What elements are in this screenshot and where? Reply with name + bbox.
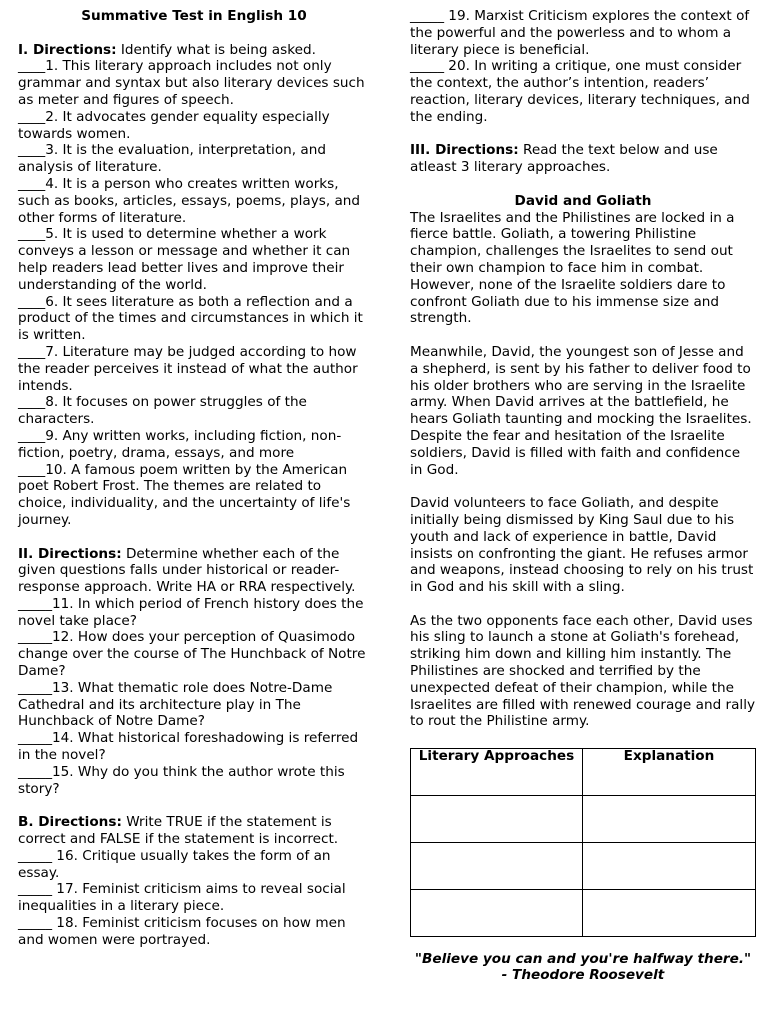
closing-quote: "Believe you can and you're halfway there." - Theodore Roosevelt <box>414 951 752 983</box>
question-item: _____ 18. Feminist criticism focuses on how men and women were portrayed. <box>18 915 346 948</box>
story-paragraph: The Israelites and the Philistines are locked in a fierce battle. Goliath, a towering Philistine champion, challenges the Israelites to send out their own champion to face him in combat. However, none of the Israelite soldiers dare to confront Goliath due to his immense size and strength. <box>410 209 735 327</box>
table-cell <box>583 843 756 890</box>
question-item: _____ 20. In writing a critique, one must consider the context, the author’s intention, readers’ reaction, literary devices, literary techniques, and the ending. <box>410 58 750 125</box>
part1-label: I. Directions: <box>18 41 117 58</box>
question-item: ____3. It is the evaluation, interpretation, and analysis of literature. <box>18 142 326 176</box>
question-item: ____6. It sees literature as both a reflection and a product of the times and circumstances in which it is written. <box>18 293 363 344</box>
question-item: ____1. This literary approach includes not only grammar and syntax but also literary devices such as meter and figures of speech. <box>18 58 365 108</box>
question-item: ____7. Literature may be judged according to how the reader perceives it instead of what the author intends. <box>18 343 358 394</box>
question-item: ____10. A famous poem written by the American poet Robert Frost. The themes are related to choice, individuality, and the uncertainty of life's journey. <box>18 461 351 528</box>
question-item: ____5. It is used to determine whether a work conveys a lesson or message and whether it can help readers lead better lives and improve their understanding of the world. <box>18 226 351 293</box>
question-item: _____12. How does your perception of Quasimodo change over the course of The Hunchback of Notre Dame? <box>18 629 366 680</box>
question-item: ____9. Any written works, including fiction, non-fiction, poetry, drama, essays, and more <box>18 427 342 461</box>
part1-text: Identify what is being asked. <box>116 41 316 58</box>
story-paragraph: As the two opponents face each other, David uses his sling to launch a stone at Goliath's forehead, striking him down and killing him instantly. The Philistines are shocked and terrified by the unexpected defeat of their champion, while the Israelites are filled with renewed courage and rally to rout the Philistine army. <box>410 612 756 730</box>
table-cell <box>583 890 756 937</box>
part2-directions <box>18 546 370 596</box>
question-item: _____14. What historical foreshadowing is referred in the novel? <box>18 730 359 764</box>
table-cell <box>583 796 756 843</box>
table-cell <box>411 843 583 890</box>
table-cell <box>411 890 583 937</box>
table-header-row <box>411 749 756 796</box>
question-item: _____15. Why do you think the author wrote this story? <box>18 763 345 797</box>
part3-label: III. Directions: <box>410 142 519 159</box>
question-item: ____2. It advocates gender equality especially towards women. <box>18 108 330 142</box>
table-row <box>411 890 756 937</box>
question-item: _____11. In which period of French history does the novel take place? <box>18 595 364 629</box>
question-item: _____ 19. Marxist Criticism explores the context of the powerful and the powerless and to whom a literary piece is beneficial. <box>410 8 750 58</box>
story-paragraph: David volunteers to face Goliath, and despite initially being dismissed by King Saul due to his youth and lack of experience in battle, David insists on confronting the giant. He refuses armor and weapons, instead choosing to rely on his trust in God and his skill with a sling. <box>410 495 754 596</box>
question-item: _____ 17. Feminist criticism aims to reveal social inequalities in a literary piece. <box>18 881 346 915</box>
question-item: ____8. It focuses on power struggles of the characters. <box>18 394 307 428</box>
partB-text: Write TRUE if the statement is correct and FALSE if the statement is incorrect. <box>18 814 339 848</box>
question-item: _____13. What thematic role does Notre-Dame Cathedral and its architecture play in The Hunchback of Notre Dame? <box>18 679 333 730</box>
table-cell <box>411 796 583 843</box>
part2-text: Determine whether each of the given questions falls under historical or reader-response approach. Write HA or RRA respectively. <box>18 545 356 596</box>
part3-directions <box>410 142 756 176</box>
question-item: _____ 16. Critique usually takes the form of an essay. <box>18 847 331 881</box>
question-item: ____4. It is a person who creates written works, such as books, articles, essays, poems, plays, and other forms of literature. <box>18 175 361 226</box>
story-paragraph: Meanwhile, David, the youngest son of Jesse and a shepherd, is sent by his father to deliver food to his older brothers who are serving in the Israelite army. When David arrives at the battlefield, he hears Goliath taunting and mocking the Israelites. Despite the fear and hesitation of the Israelite soldiers, David is filled with faith and confidence in God. <box>410 343 752 478</box>
header-literary-approaches: Literary Approaches <box>411 749 583 796</box>
partB-label: B. Directions: <box>18 814 122 831</box>
table-row <box>411 843 756 890</box>
table-row <box>411 796 756 843</box>
right-column <box>410 8 756 983</box>
page-title: Summative Test in English 10 <box>81 8 307 24</box>
part1-directions <box>18 42 370 59</box>
header-explanation: Explanation <box>583 749 756 796</box>
part2-label: II. Directions: <box>18 545 122 562</box>
part3-text: Read the text below and use atleast 3 literary approaches. <box>410 142 718 176</box>
partB-directions <box>18 814 370 848</box>
left-column <box>18 8 370 949</box>
answer-table <box>410 748 756 937</box>
story-title: David and Goliath <box>514 192 652 209</box>
